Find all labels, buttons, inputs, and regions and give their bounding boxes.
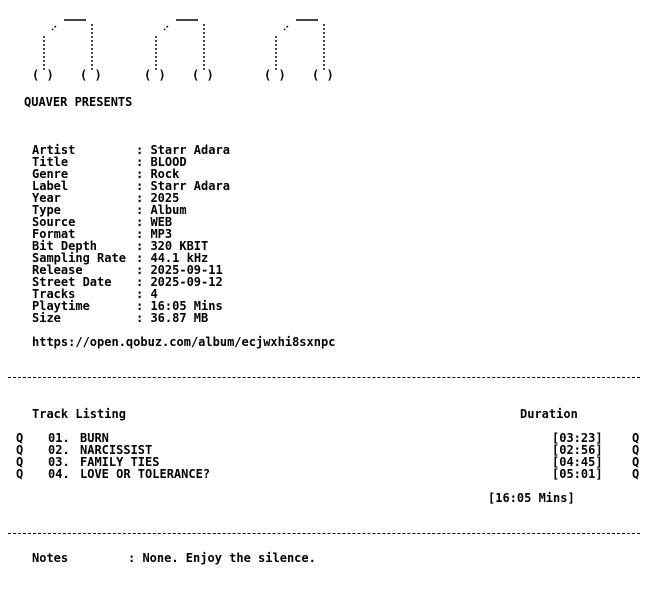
- field-label: Bit Depth: [32, 239, 98, 253]
- field-value: 4: [150, 287, 158, 301]
- note-icon: [264, 20, 334, 82]
- track-duration: [05:01]: [552, 467, 603, 481]
- svg-text:( ): ( ): [32, 68, 54, 82]
- notes-text: None. Enjoy the silence.: [142, 551, 316, 565]
- notes-row: Notes : None. Enjoy the silence.: [32, 551, 316, 565]
- field-label: Street Date: [32, 275, 112, 289]
- track-number: 04.: [48, 467, 70, 481]
- track-listing-heading: Track Listing: [32, 407, 126, 421]
- track-marker-right: Q: [632, 443, 640, 457]
- field-label: Title: [32, 155, 69, 169]
- divider: [8, 533, 640, 534]
- track-number: 01.: [48, 431, 70, 445]
- field-label: Year: [32, 191, 61, 205]
- field-value: 2025: [150, 191, 180, 205]
- field-label: Genre: [32, 167, 69, 181]
- field-value: MP3: [150, 227, 173, 241]
- track-marker-right: Q: [632, 467, 640, 481]
- track-marker-left: Q: [16, 467, 24, 481]
- track-marker-left: Q: [16, 443, 24, 457]
- field-value: 320 KBIT: [150, 239, 209, 253]
- svg-text:( ): ( ): [80, 68, 102, 82]
- track-number: 03.: [48, 455, 70, 469]
- field-label: Label: [32, 179, 69, 193]
- track-duration: [02:56]: [552, 443, 603, 457]
- field-release: Release : 2025-09-11: [32, 263, 223, 277]
- track-marker-left: Q: [16, 431, 24, 445]
- field-size: Size : 36.87 MB: [32, 311, 209, 325]
- music-notes-logo: [28, 14, 348, 86]
- svg-text:( ): ( ): [192, 68, 214, 82]
- field-value: WEB: [150, 215, 173, 229]
- notes-art: [28, 14, 348, 86]
- total-duration: [16:05 Mins]: [488, 491, 575, 505]
- track-title: BURN: [80, 431, 109, 445]
- field-value: Album: [150, 203, 187, 217]
- track-marker-right: Q: [632, 455, 640, 469]
- field-bit-depth: Bit Depth : 320 KBIT: [32, 239, 209, 253]
- field-title: Title : BLOOD: [32, 155, 187, 169]
- field-label: Artist: [32, 143, 76, 157]
- presents-line: QUAVER PRESENTS: [24, 95, 133, 109]
- field-sampling-rate: Sampling Rate : 44.1 kHz: [32, 251, 209, 265]
- field-tracks: Tracks : 4: [32, 287, 158, 301]
- duration-heading: Duration: [520, 407, 578, 421]
- field-label: Sampling Rate: [32, 251, 126, 265]
- field-label: Playtime: [32, 299, 90, 313]
- track-marker-right: Q: [632, 431, 640, 445]
- field-value: 16:05 Mins: [150, 299, 223, 313]
- note-icon: [144, 20, 214, 82]
- field-value: 2025-09-11: [150, 263, 223, 277]
- track-duration: [03:23]: [552, 431, 603, 445]
- field-value: 2025-09-12: [150, 275, 223, 289]
- note-icon: [32, 20, 102, 82]
- track-title: FAMILY TIES: [80, 455, 160, 469]
- field-value: BLOOD: [150, 155, 187, 169]
- field-genre: Genre : Rock: [32, 167, 180, 181]
- field-label: Tracks: [32, 287, 76, 301]
- field-label: Format: [32, 227, 76, 241]
- track-number: 02.: [48, 443, 70, 457]
- field-type: Type : Album: [32, 203, 187, 217]
- track-duration: [04:45]: [552, 455, 603, 469]
- field-year: Year : 2025: [32, 191, 180, 205]
- track-marker-left: Q: [16, 455, 24, 469]
- field-label: Size: [32, 311, 61, 325]
- field-format: Format : MP3: [32, 227, 173, 241]
- field-value: 44.1 kHz: [150, 251, 209, 265]
- divider: [8, 377, 640, 378]
- field-value: Starr Adara: [150, 143, 230, 157]
- field-label: Source: [32, 215, 76, 229]
- field-street-date: Street Date : 2025-09-12: [32, 275, 223, 289]
- field-label: Type: [32, 203, 61, 217]
- track-title: NARCISSIST: [80, 443, 153, 457]
- svg-text:( ): ( ): [264, 68, 286, 82]
- svg-text:( ): ( ): [312, 68, 334, 82]
- svg-text:( ): ( ): [144, 68, 166, 82]
- field-label-name: Label : Starr Adara: [32, 179, 230, 193]
- field-value: Rock: [150, 167, 180, 181]
- field-label: Release: [32, 263, 83, 277]
- field-value: Starr Adara: [150, 179, 230, 193]
- field-value: 36.87 MB: [150, 311, 209, 325]
- field-source: Source : WEB: [32, 215, 173, 229]
- track-title: LOVE OR TOLERANCE?: [80, 467, 211, 481]
- notes-label: Notes: [32, 551, 69, 565]
- album-url[interactable]: https://open.qobuz.com/album/ecjwxhi8sxnpc: [32, 335, 336, 349]
- field-artist: Artist : Starr Adara: [32, 143, 230, 157]
- field-playtime: Playtime : 16:05 Mins: [32, 299, 223, 313]
